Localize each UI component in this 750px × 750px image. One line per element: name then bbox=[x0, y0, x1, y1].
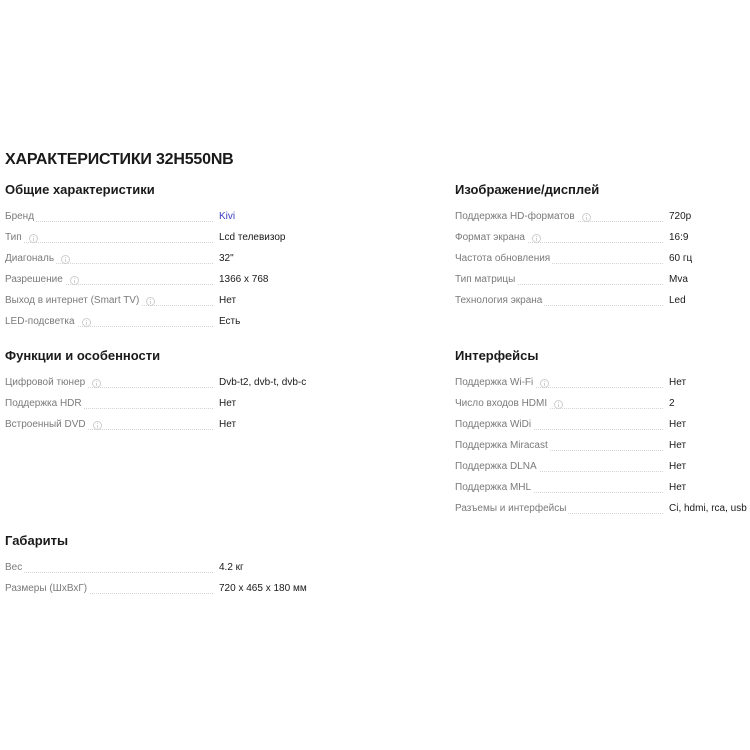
spec-label: Число входов HDMI bbox=[455, 398, 548, 409]
spec-label: Бренд bbox=[5, 211, 35, 222]
spec-row bbox=[455, 418, 750, 439]
spec-row bbox=[5, 252, 425, 273]
spec-row bbox=[5, 418, 425, 439]
spec-label-wrap bbox=[455, 418, 533, 432]
spec-label-wrap bbox=[455, 481, 533, 495]
section-title: Общие характеристики bbox=[5, 182, 155, 197]
section-title: Функции и особенности bbox=[5, 348, 161, 363]
section-title: Интерфейсы bbox=[455, 348, 539, 363]
spec-label: Частота обновления bbox=[455, 253, 551, 264]
spec-label-wrap bbox=[5, 210, 36, 224]
spec-label-wrap bbox=[5, 252, 70, 266]
spec-label-wrap bbox=[5, 315, 91, 329]
spec-row bbox=[5, 397, 425, 418]
spec-value: Ci, hdmi, rca, usb bbox=[669, 503, 747, 514]
spec-value: 2 bbox=[669, 398, 675, 409]
spec-row bbox=[5, 273, 425, 294]
info-circle-icon[interactable] bbox=[532, 234, 541, 243]
spec-label: Поддержка Wi-Fi bbox=[455, 377, 534, 388]
dotted-leader bbox=[5, 221, 213, 222]
spec-value: Нет bbox=[219, 295, 237, 306]
spec-row bbox=[455, 397, 750, 418]
spec-label-wrap bbox=[455, 252, 552, 266]
section-dimensions bbox=[5, 533, 425, 603]
spec-row bbox=[455, 252, 750, 273]
spec-row bbox=[5, 294, 425, 315]
spec-label-wrap bbox=[5, 397, 84, 411]
spec-value-link[interactable]: Kivi bbox=[219, 211, 236, 222]
spec-row bbox=[5, 561, 425, 582]
page-title: ХАРАКТЕРИСТИКИ 32H550NB bbox=[5, 151, 234, 168]
spec-label: Поддержка WiDi bbox=[455, 419, 532, 430]
spec-label-wrap bbox=[455, 376, 549, 390]
spec-label: Диагональ bbox=[5, 253, 55, 264]
spec-label-wrap bbox=[455, 439, 550, 453]
info-circle-icon[interactable] bbox=[554, 400, 563, 409]
spec-label-wrap bbox=[455, 273, 517, 287]
spec-list bbox=[5, 210, 425, 336]
spec-row bbox=[5, 231, 425, 252]
spec-value: Lcd телевизор bbox=[219, 232, 286, 243]
spec-row bbox=[455, 273, 750, 294]
spec-label-wrap bbox=[5, 231, 38, 245]
section-title: Габариты bbox=[5, 533, 69, 548]
spec-label: Цифровой тюнер bbox=[5, 377, 86, 388]
spec-value: Dvb-t2, dvb-t, dvb-c bbox=[219, 377, 307, 388]
spec-row bbox=[455, 210, 750, 231]
spec-list bbox=[455, 376, 750, 523]
spec-label: Технология экрана bbox=[455, 295, 543, 306]
section-title: Изображение/дисплей bbox=[455, 182, 600, 197]
spec-label: Поддержка MHL bbox=[455, 482, 532, 493]
spec-value: 720 x 465 x 180 мм bbox=[219, 583, 307, 594]
spec-row bbox=[455, 294, 750, 315]
spec-row bbox=[455, 460, 750, 481]
spec-value: Нет bbox=[669, 419, 687, 430]
info-circle-icon[interactable] bbox=[540, 379, 549, 388]
spec-label: Формат экрана bbox=[455, 232, 525, 243]
spec-value: 60 гц bbox=[669, 253, 693, 264]
spec-value: Нет bbox=[669, 377, 687, 388]
spec-label: Поддержка DLNA bbox=[455, 461, 537, 472]
spec-label: Встроенный DVD bbox=[5, 419, 86, 430]
spec-label: Вес bbox=[5, 562, 23, 573]
spec-label: Поддержка Miracast bbox=[455, 440, 548, 451]
spec-row bbox=[5, 315, 425, 336]
spec-label-wrap bbox=[455, 231, 541, 245]
spec-row bbox=[455, 376, 750, 397]
spec-label-wrap bbox=[455, 294, 544, 308]
spec-list bbox=[5, 376, 425, 439]
spec-label: Тип bbox=[5, 232, 22, 243]
spec-value: Led bbox=[669, 295, 686, 306]
spec-label: Размеры (ШхВхГ) bbox=[5, 583, 88, 594]
spec-list bbox=[455, 210, 750, 315]
dotted-leader bbox=[5, 572, 213, 573]
info-circle-icon[interactable] bbox=[582, 213, 591, 222]
section-features bbox=[5, 348, 425, 439]
spec-value: Нет bbox=[669, 482, 687, 493]
spec-value: Нет bbox=[219, 419, 237, 430]
spec-row bbox=[455, 439, 750, 460]
spec-label: Разрешение bbox=[5, 274, 63, 285]
spec-label-wrap bbox=[455, 210, 591, 224]
spec-label-wrap bbox=[5, 376, 101, 390]
spec-label: Поддержка HDR bbox=[5, 398, 82, 409]
spec-value: Нет bbox=[219, 398, 237, 409]
spec-value: 720p bbox=[669, 211, 692, 222]
spec-label: Поддержка HD-форматов bbox=[455, 211, 575, 222]
spec-value: Mva bbox=[669, 274, 688, 285]
spec-label-wrap bbox=[5, 294, 155, 308]
info-circle-icon[interactable] bbox=[92, 379, 101, 388]
spec-value: 16:9 bbox=[669, 232, 689, 243]
section-general bbox=[5, 182, 425, 336]
info-circle-icon[interactable] bbox=[93, 421, 102, 430]
spec-label-wrap bbox=[455, 460, 539, 474]
spec-row bbox=[5, 210, 425, 231]
info-circle-icon[interactable] bbox=[29, 234, 38, 243]
spec-value: Есть bbox=[219, 316, 241, 327]
spec-row bbox=[455, 231, 750, 252]
spec-label-wrap bbox=[5, 582, 89, 596]
spec-value: Нет bbox=[669, 440, 687, 451]
spec-value: Нет bbox=[669, 461, 687, 472]
spec-label-wrap bbox=[5, 273, 79, 287]
spec-label-wrap bbox=[455, 502, 568, 516]
spec-row bbox=[5, 582, 425, 603]
spec-label: Тип матрицы bbox=[455, 274, 516, 285]
spec-row bbox=[5, 376, 425, 397]
spec-value: 4.2 кг bbox=[219, 562, 244, 573]
info-circle-icon[interactable] bbox=[82, 318, 91, 327]
spec-list bbox=[5, 561, 425, 603]
spec-label: LED-подсветка bbox=[5, 316, 75, 327]
spec-row bbox=[455, 502, 750, 523]
info-circle-icon[interactable] bbox=[146, 297, 155, 306]
spec-label-wrap bbox=[455, 397, 563, 411]
spec-label: Разъемы и интерфейсы bbox=[455, 503, 567, 514]
section-interfaces bbox=[455, 348, 750, 523]
info-circle-icon[interactable] bbox=[70, 276, 79, 285]
spec-value: 1366 x 768 bbox=[219, 274, 269, 285]
spec-label-wrap bbox=[5, 418, 102, 432]
section-display bbox=[455, 182, 750, 315]
spec-row bbox=[455, 481, 750, 502]
spec-value: 32" bbox=[219, 253, 234, 264]
spec-label: Выход в интернет (Smart TV) bbox=[5, 295, 140, 306]
info-circle-icon[interactable] bbox=[61, 255, 70, 264]
spec-label-wrap bbox=[5, 561, 24, 575]
